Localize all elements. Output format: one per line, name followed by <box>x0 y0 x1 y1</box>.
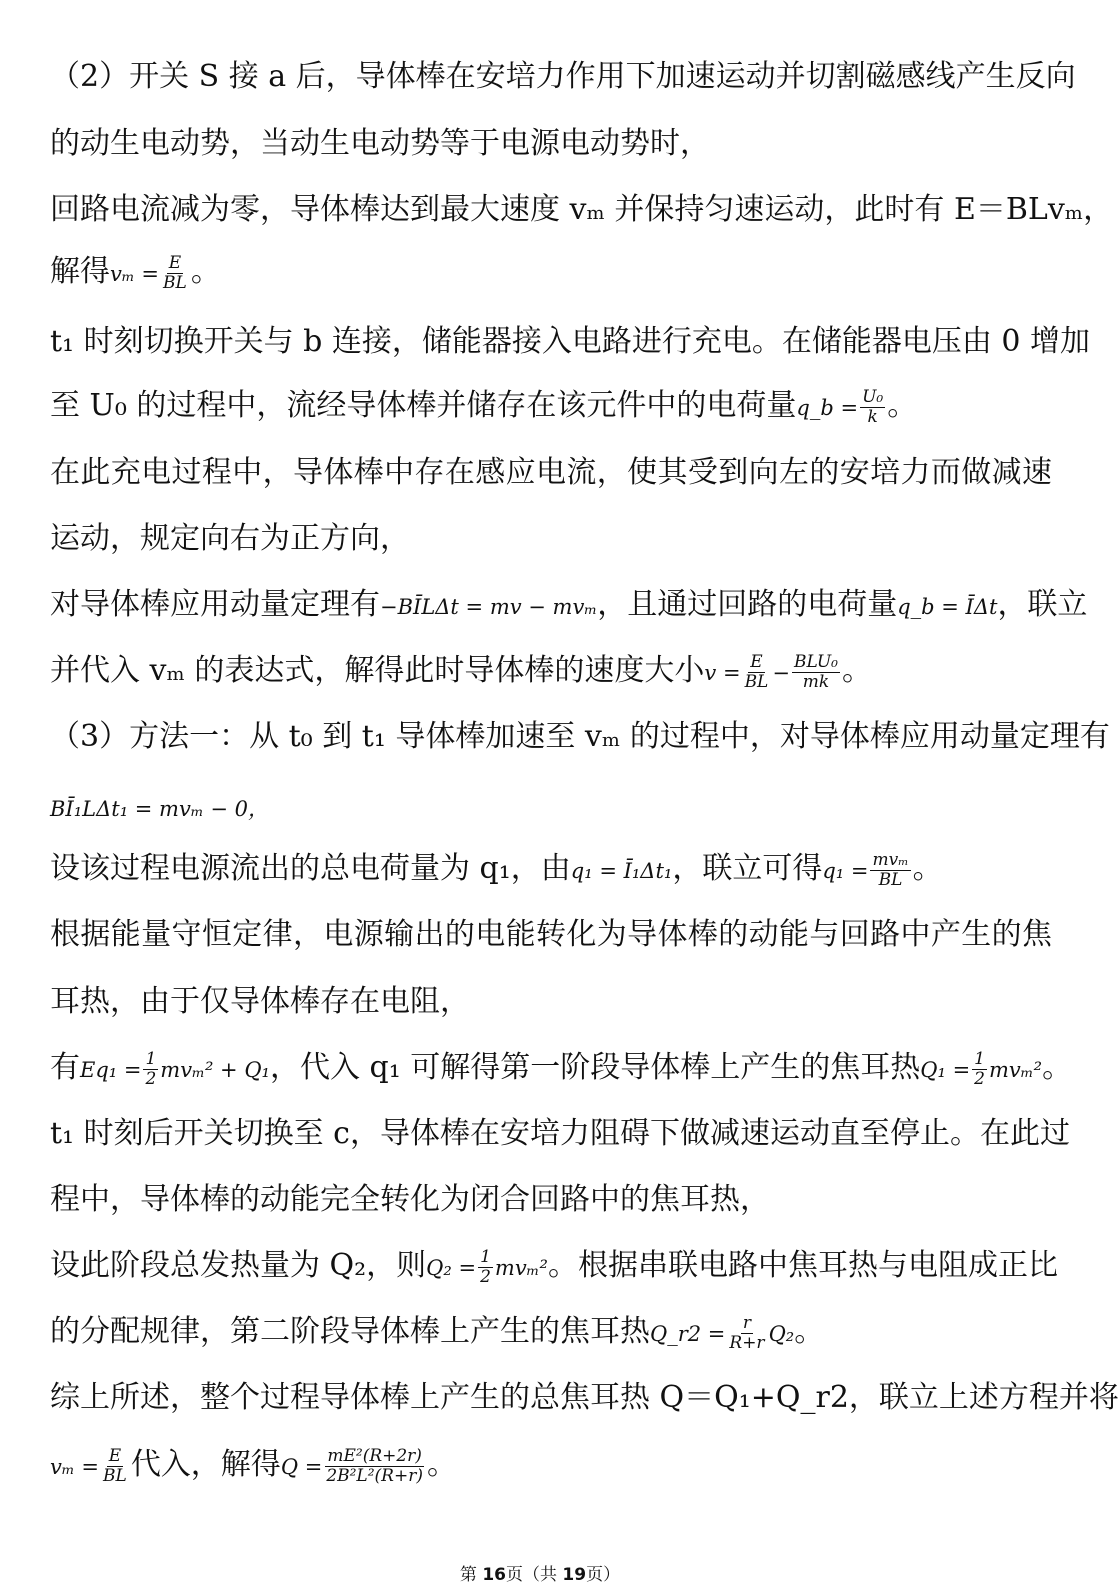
formula: Eq₁ = <box>80 1058 142 1082</box>
p2-line-6: 至 U₀ 的过程中，流经导体棒并储存在该元件中的电荷量q_b = $\frac{\text{U₀}}{k}$ 。 <box>50 386 918 427</box>
formula: vₘ = <box>50 1455 100 1479</box>
formula: Q₁ = <box>920 1058 971 1082</box>
formula: q₁ = Ī₁Δt₁ <box>570 859 673 883</box>
current-page: 16 <box>482 1565 506 1585</box>
p3-line-11: 综上所述，整个过程导体棒上产生的总焦耳热 Q＝Q₁+Q_r2，联立上述方程并将 <box>50 1380 1119 1415</box>
p3-line-10: 的分配规律，第二阶段导体棒上产生的焦耳热Q_r2 = $\frac{r}{R+r}$ Q₂。 <box>50 1312 825 1353</box>
p3-line-12: vₘ = $\frac{E}{BL}$ 代入，解得Q = $\frac{\text{mE²(R+2r)}}{\text{2B²L²(R+r)}}$ 。 <box>50 1445 457 1486</box>
fraction: $\frac{E}{BL}$ <box>103 1445 127 1486</box>
fraction: $\frac{\text{U₀}}{k}$ <box>862 386 884 427</box>
p3-line-9: 设此阶段总发热量为 Q₂，则Q₂ = $\frac{1}{2}$ mvₘ²。根据串联电路中焦耳热与电阻成正比 <box>50 1246 1058 1287</box>
p2-line-8: 运动，规定向右为正方向， <box>50 521 410 556</box>
p3-line-5: 耳热，由于仅导体棒存在电阻， <box>50 984 470 1019</box>
text: 解得 <box>50 254 110 289</box>
p3-line-4: 根据能量守恒定律，电源输出的电能转化为导体棒的动能与回路中产生的焦 <box>50 917 1052 952</box>
p3-line-2 <box>50 787 1052 829</box>
p3-line-8: 程中，导体棒的动能完全转化为闭合回路中的焦耳热， <box>50 1182 770 1217</box>
p2-line-9: 对导体棒应用动量定理有−BĪLΔt = mv − mvₘ，且通过回路的电荷量q_b = ĪΔt，联立 <box>50 587 1088 622</box>
formula: q₁ = <box>822 859 869 883</box>
p2-line-3: 回路电流减为零，导体棒达到最大速度 vₘ 并保持匀速运动，此时有 E＝BLvₘ， <box>50 192 1114 227</box>
total-pages: 19 <box>562 1565 587 1585</box>
p3-line-7: t₁ 时刻后开关切换至 c，导体棒在安培力阻碍下做减速运动直至停止。在此过 <box>50 1116 1070 1151</box>
fraction: $\frac{r}{R+r}$ <box>729 1312 765 1353</box>
p3-line-6: 有Eq₁ = $\frac{1}{2}$ mvₘ² + Q₁，代入 q₁ 可解得第一阶段导体棒上产生的焦耳热Q₁ = $\frac{1}{2}$ mvₘ²。 <box>50 1048 1073 1089</box>
fraction: $\frac{1}{2}$ <box>974 1048 985 1089</box>
formula: −BĪLΔt = mv − mvₘ <box>380 595 598 619</box>
formula: Q = <box>280 1455 323 1479</box>
p2-line-4: 解得vₘ = $\frac{E}{BL}$ 。 <box>50 252 221 293</box>
formula: Q₂ = <box>426 1256 477 1280</box>
p3-line-3: 设该过程电源流出的总电荷量为 q₁，由q₁ = Ī₁Δt₁，联立可得q₁ = $\frac{\text{mvₘ}}{BL}$ 。 <box>50 849 943 890</box>
formula: Q_r2 = <box>650 1322 726 1346</box>
p2-line-7: 在此充电过程中，导体棒中存在感应电流，使其受到向左的安培力而做减速 <box>50 455 1052 490</box>
fraction: $\frac{\text{mE²(R+2r)}}{\text{2B²L²(R+r)}}$ <box>326 1445 423 1486</box>
p2-line-1: （2）开关 S 接 a 后，导体棒在安培力作用下加速运动并切割磁感线产生反向 <box>50 59 1076 94</box>
formula: vₘ = <box>110 262 160 286</box>
page-number-footer: 第 16页（共 19页） <box>459 1565 621 1585</box>
p3-line-1: （3）方法一：从 t₀ 到 t₁ 导体棒加速至 vₘ 的过程中，对导体棒应用动量定理有 <box>50 719 1110 754</box>
formula: q_b = <box>796 396 859 420</box>
fraction: $\frac{E}{BL}$ <box>744 651 769 692</box>
formula: v = <box>704 661 741 685</box>
fraction: $\frac{1}{2}$ <box>145 1048 157 1089</box>
p2-line-2: 的动生电动势，当动生电动势等于电源电动势时， <box>50 126 710 161</box>
p2-line-10: 并代入 vₘ 的表达式，解得此时导体棒的速度大小v = $\frac{E}{BL}$ − $\frac{\text{BLU₀}}{mk}$ 。 <box>50 651 872 692</box>
fraction: $\frac{\text{BLU₀}}{mk}$ <box>793 651 838 692</box>
formula: BĪ₁LΔt₁ = mvₘ − 0， <box>50 797 270 821</box>
fraction: $\frac{E}{BL}$ <box>163 252 187 293</box>
p2-line-5: t₁ 时刻切换开关与 b 连接，储能器接入电路进行充电。在储能器电压由 0 增加 <box>50 324 1091 359</box>
fraction: $\frac{\text{mvₘ}}{BL}$ <box>872 849 909 890</box>
fraction: $\frac{1}{2}$ <box>480 1246 491 1287</box>
formula: q_b = ĪΔt <box>897 595 998 619</box>
